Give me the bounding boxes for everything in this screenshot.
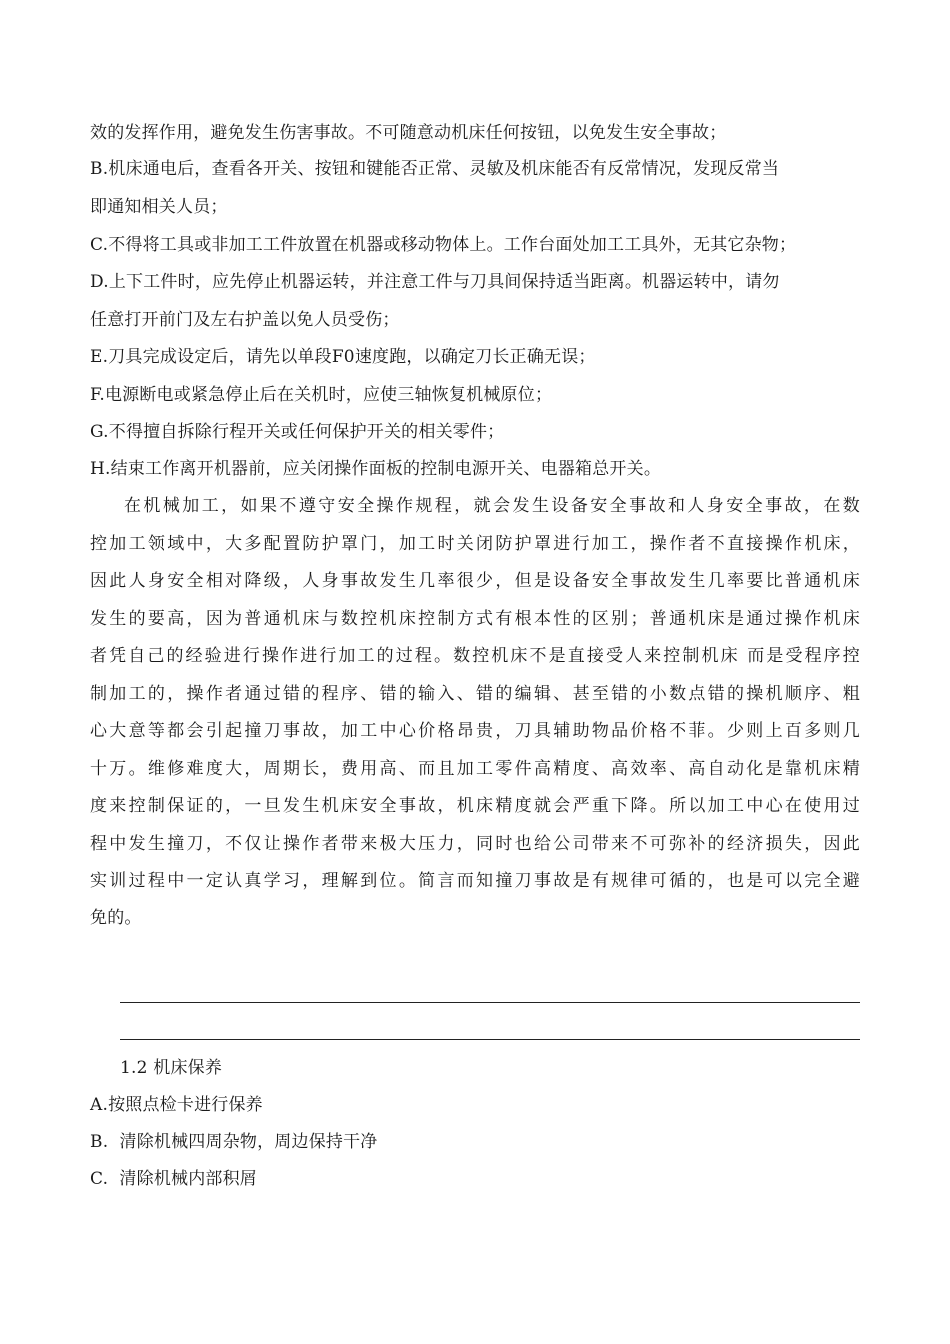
paragraph-line: 程中发生撞刀，不仅让操作者带来极大压力，同时也给公司带来不可弥补的经济损失，因此 [90,834,860,854]
paragraph-line: 实训过程中一定认真学习，理解到位。简言而知撞刀事故是有规律可循的，也是可以完全避 [90,871,860,891]
paragraph-line: 制加工的，操作者通过错的程序、错的输入、错的编辑、甚至错的小数点错的操机顺序、粗 [90,684,860,704]
paragraph-line: 免的。 [90,908,142,928]
section-item-c: C. 清除机械内部积屑 [90,1169,258,1189]
paragraph-line: 度来控制保证的，一旦发生机床安全事故，机床精度就会严重下降。所以加工中心在使用过 [90,796,860,816]
paragraph-line: 在机械加工，如果不遵守安全操作规程，就会发生设备安全事故和人身安全事故，在数 [124,496,860,516]
list-line: 任意打开前门及左右护盖以免人员受伤； [90,310,400,330]
paragraph-line: 因此人身安全相对降级，人身事故发生几率很少，但是设备安全事故发生几率要比普通机床 [90,571,860,591]
list-item-g: G.不得擅自拆除行程开关或任何保护开关的相关零件； [90,422,505,442]
list-item-f: F.电源断电或紧急停止后在关机时，应使三轴恢复机械原位； [90,385,553,405]
list-item-h: H.结束工作离开机器前，应关闭操作面板的控制电源开关、电器箱总开关。 [90,459,662,479]
paragraph-line: 控加工领域中，大多配置防护罩门，加工时关闭防护罩进行加工，操作者不直接操作机床， [90,534,860,554]
list-line: 效的发挥作用，避免发生伤害事故。不可随意动机床任何按钮，以免发生安全事故； [90,123,727,143]
paragraph-line: 十万。维修难度大，周期长，费用高、而且加工零件高精度、高效率、高自动化是靠机床精 [90,759,860,779]
divider-rule [120,1039,860,1040]
list-item-e: E.刀具完成设定后，请先以单段F0速度跑，以确定刀长正确无误； [90,347,596,367]
paragraph-line: 者凭自己的经验进行操作进行加工的过程。数控机床不是直接受人来控制机床 而是受程序控 [90,646,860,666]
divider-rule [120,1002,860,1003]
list-item-d: D.上下工件时，应先停止机器运转，并注意工件与刀具间保持适当距离。机器运转中，请勿 [90,272,780,292]
section-item-b: B. 清除机械四周杂物，周边保持干净 [90,1132,378,1152]
section-heading: 1.2 机床保养 [120,1058,223,1078]
paragraph-line: 心大意等都会引起撞刀事故，加工中心价格昂贵，刀具辅助物品价格不菲。少则上百多则几 [90,721,860,741]
section-item-a: A.按照点检卡进行保养 [90,1095,263,1115]
paragraph-line: 发生的要高，因为普通机床与数控机床控制方式有根本性的区别；普通机床是通过操作机床 [90,609,860,629]
list-line: 即通知相关人员； [90,197,228,217]
list-item-b: B.机床通电后，查看各开关、按钮和键能否正常、灵敏及机床能否有反常情况，发现反常当 [90,159,780,179]
list-item-c: C.不得将工具或非加工工件放置在机器或移动物体上。工作台面处加工工具外，无其它杂物； [90,235,797,255]
